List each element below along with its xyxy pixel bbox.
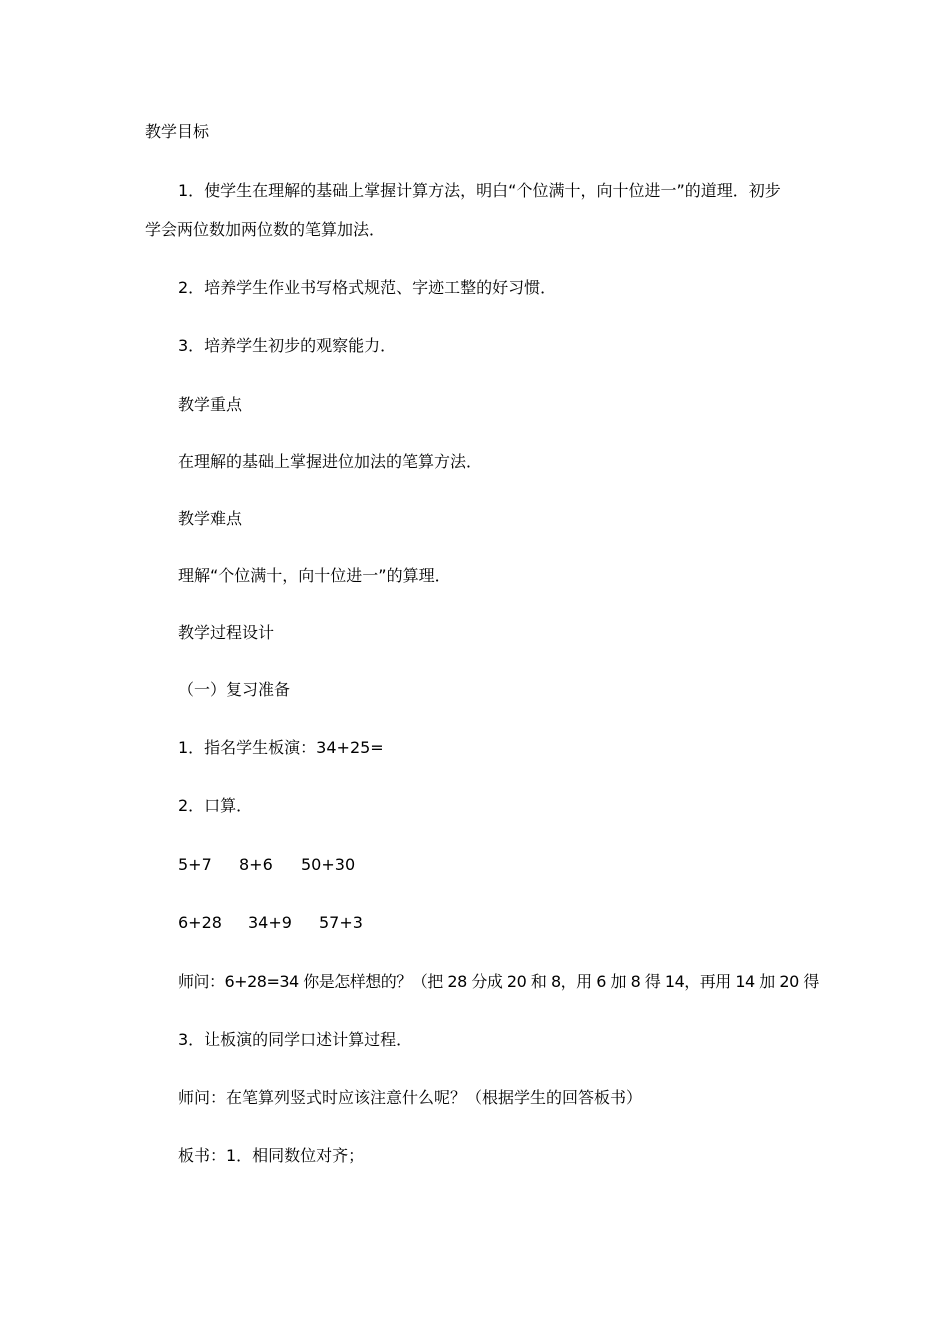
step-2: 2．口算． [178, 796, 253, 815]
difficulty-heading: 教学难点 [178, 509, 243, 528]
oral-item: 50+30 [301, 855, 356, 874]
board-writing-1: 板书：1．相同数位对齐； [178, 1146, 365, 1165]
teacher-question-1: 师问：6+28=34 你是怎样想的？（把 28 分成 20 和 8，用 6 加 8 得 14，再用 14 加 20 得 [178, 972, 819, 991]
oral-item: 34+9 [248, 913, 292, 932]
goal-3: 3．培养学生初步的观察能力． [178, 336, 397, 355]
difficulty-text: 理解“个位满十，向十位进一”的算理． [178, 566, 451, 585]
goal-1-line-2: 学会两位数加两位数的笔算加法． [145, 220, 386, 239]
key-heading: 教学重点 [178, 395, 243, 414]
step-1: 1．指名学生板演：34+25= [178, 738, 384, 757]
teacher-question-2: 师问：在笔算列竖式时应该注意什么呢？（根据学生的回答板书） [178, 1088, 643, 1107]
goals-heading: 教学目标 [145, 122, 210, 141]
oral-item: 8+6 [239, 855, 273, 874]
oral-item: 57+3 [319, 913, 363, 932]
goal-1-line-1: 1．使学生在理解的基础上掌握计算方法，明白“个位满十，向十位进一”的道理．初步 [178, 181, 781, 200]
oral-item: 6+28 [178, 913, 222, 932]
step-3: 3．让板演的同学口述计算过程． [178, 1030, 413, 1049]
section-1-heading: （一）复习准备 [178, 680, 291, 699]
oral-item: 5+7 [178, 855, 212, 874]
goal-2: 2．培养学生作业书写格式规范、字迹工整的好习惯． [178, 278, 557, 297]
key-text: 在理解的基础上掌握进位加法的笔算方法． [178, 452, 483, 471]
process-heading: 教学过程设计 [178, 623, 275, 642]
